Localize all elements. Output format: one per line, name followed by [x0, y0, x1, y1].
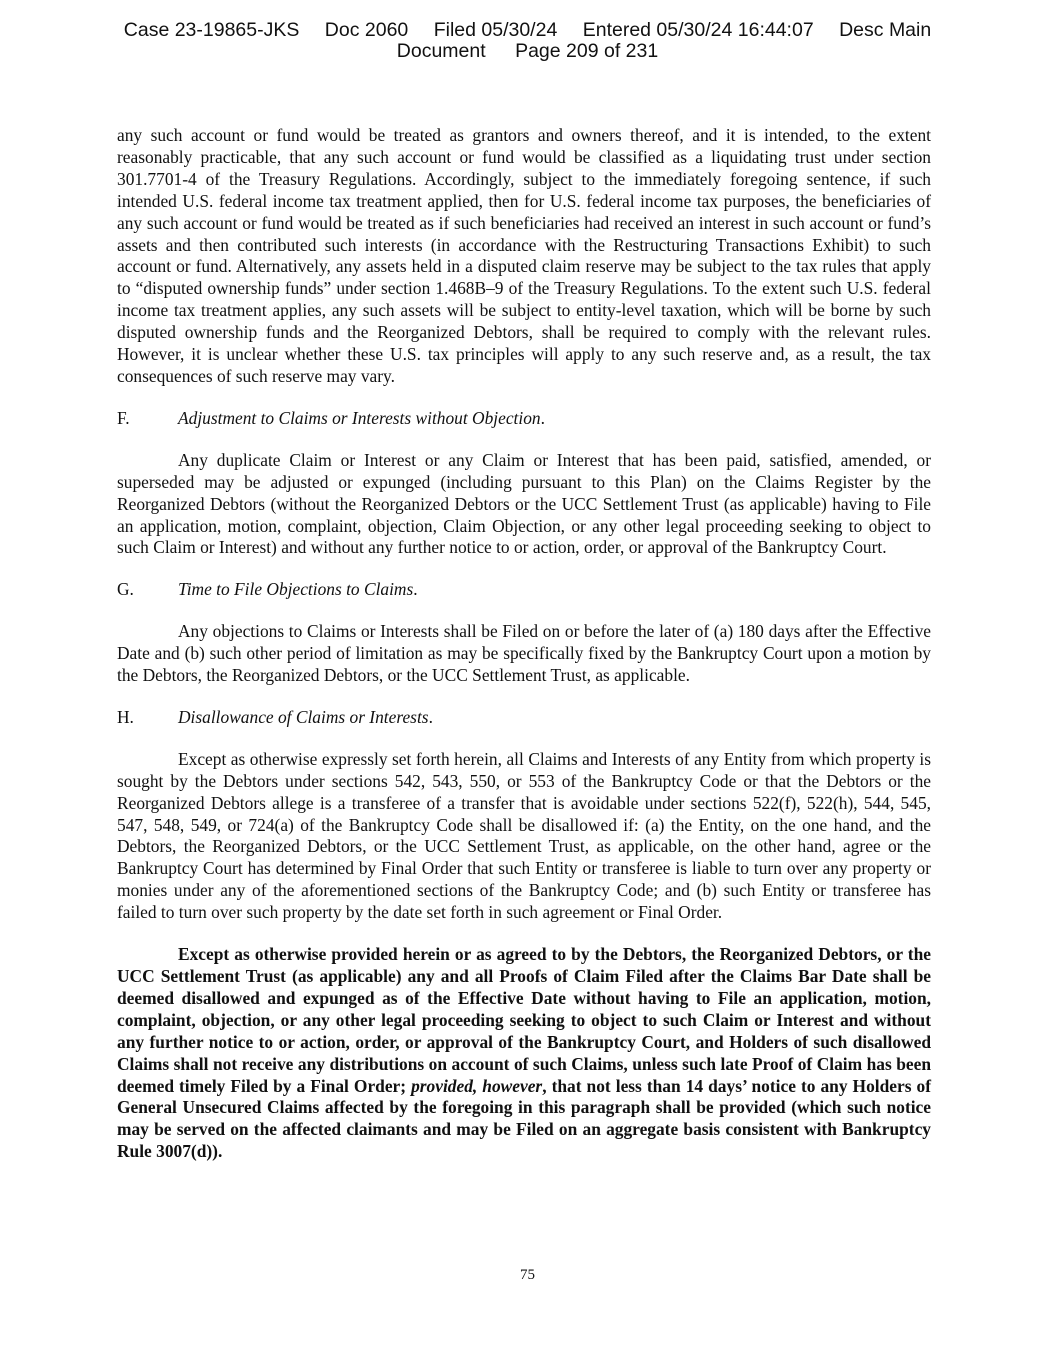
- document-body: [117, 125, 931, 1163]
- doc-number: Doc 2060: [324, 19, 409, 41]
- section-letter: H.: [117, 706, 134, 727]
- paragraph-section-f: Any duplicate Claim or Interest or any Claim or Interest that has been paid, satisfied, amended, or superseded may be adjusted or expunged (including pursuant to this Plan) on the Claims Register by the Reorganized Debtors (without the Reorganized Debtors or the UCC Settlement Trust (as applicable) having to File an application, motion, complaint, objection, Claim Objection, or any other legal proceeding seeking to object to such Claim or Interest) and without any further notice to or action, order, or approval of the Bankruptcy Court.: [117, 449, 931, 558]
- desc-label: Desc Main: [839, 19, 932, 41]
- entered-date: Entered 05/30/24 16:44:07: [582, 19, 814, 41]
- section-letter: G.: [117, 579, 134, 600]
- section-heading-f: F. Adjustment to Claims or Interests without Objection.: [117, 407, 545, 428]
- court-filing-header: [0, 20, 1055, 62]
- page-of-label: Page 209 of 231: [515, 40, 659, 62]
- bold-italic-proviso: provided, however: [411, 1075, 543, 1096]
- section-title: Disallowance of Claims or Interests: [178, 706, 429, 727]
- section-heading-g: G. Time to File Objections to Claims.: [117, 579, 418, 600]
- bold-text-part-1: Except as otherwise provided herein or as agreed to by the Debtors, the Reorganized Debtors, or the UCC Settlement Trust (as applicable) any and all Proofs of Claim Filed after the Claims Bar Date shall be deemed disallowed and expunged as of the Effective Date without having to File an application, motion, complaint, objection, or any other legal proceeding seeking to object to such Claim or Interest and without any further notice to or action, order, or approval of the Bankruptcy Court, and Holders of such disallowed Claims shall not receive any distributions on account of such Claims, unless such late Proof of Claim has been deemed timely Filed by a Final Order;: [117, 944, 931, 1096]
- filed-date: Filed 05/30/24: [433, 19, 558, 41]
- header-row-1: [0, 20, 1055, 41]
- paragraph-section-g: Any objections to Claims or Interests shall be Filed on or before the later of (a) 180 days after the Effective Date and (b) such other period of limitation as may be specifically fixed by the Bankruptcy Court upon a motion by the Debtors, the Reorganized Debtors, or the UCC Settlement Trust, as applicable.: [117, 621, 931, 686]
- paragraph-tax-treatment: any such account or fund would be treated as grantors and owners thereof, and it is intended, to the extent reasonably practicable, that any such account or fund would be classified as a liquidating trust under section 301.7701-4 of the Treasury Regulations. Accordingly, subject to the immediately foregoing sentence, if such intended U.S. federal income tax treatment applied, then for U.S. federal income tax purposes, the beneficiaries of any such account or fund would be treated as if such beneficiaries had received an interest in such account or fund’s assets and then contributed such interests (in accordance with the Restructuring Transactions Exhibit) to such account or fund. Alternatively, any assets held in a disputed claim reserve may be subject to the tax rules that apply to “disputed ownership funds” under section 1.468B–9 of the Treasury Regulations. To the extent such U.S. federal income tax treatment applies, any such assets will be subject to entity-level taxation, which will be borne by such disputed ownership funds and the Reorganized Debtors, shall be required to comply with the relevant rules. However, it is unclear whether these U.S. tax principles will apply to any such reserve and, as a result, the tax consequences of such reserve may vary.: [117, 125, 931, 386]
- page-number: 75: [520, 1267, 535, 1283]
- bold-text-part-2: , that not less than 14 days’ notice to any Holders of General Unsecured Claims affected by the foregoing in this paragraph shall be provided (which such notice may be served on the affected claimants and may be Filed on an aggregate basis consistent with Bankruptcy Rule 3007(d)).: [117, 1075, 931, 1162]
- paragraph-section-h: Except as otherwise expressly set forth herein, all Claims and Interests of any Entity from which property is sought by the Debtors under sections 542, 543, 550, or 553 of the Bankruptcy Code or that the Debtors or the Reorganized Debtors allege is a transferee of a transfer that is avoidable under sections 522(f), 522(h), 544, 545, 547, 548, 549, or 724(a) of the Bankruptcy Code shall be disallowed if: (a) the Entity, on the one hand, and the Debtors, the Reorganized Debtors, or the UCC Settlement Trust, as applicable, on the other hand, agree or the Bankruptcy Court has determined by Final Order that such Entity or transferee is liable to turn over any property or monies under any of the aforementioned sections of the Bankruptcy Code; and (b) such Entity or transferee has failed to turn over such property by the date set forth in such agreement or Final Order.: [117, 748, 931, 923]
- document-label: Document: [396, 40, 486, 62]
- section-letter: F.: [117, 407, 130, 428]
- header-row-2: [0, 41, 1055, 62]
- section-title: Adjustment to Claims or Interests without Objection: [178, 407, 541, 428]
- section-title: Time to File Objections to Claims: [178, 579, 414, 600]
- section-heading-h: H. Disallowance of Claims or Interests.: [117, 706, 433, 727]
- paragraph-late-claims-bold: [117, 944, 931, 1163]
- case-number: Case 23-19865-JKS: [123, 19, 300, 41]
